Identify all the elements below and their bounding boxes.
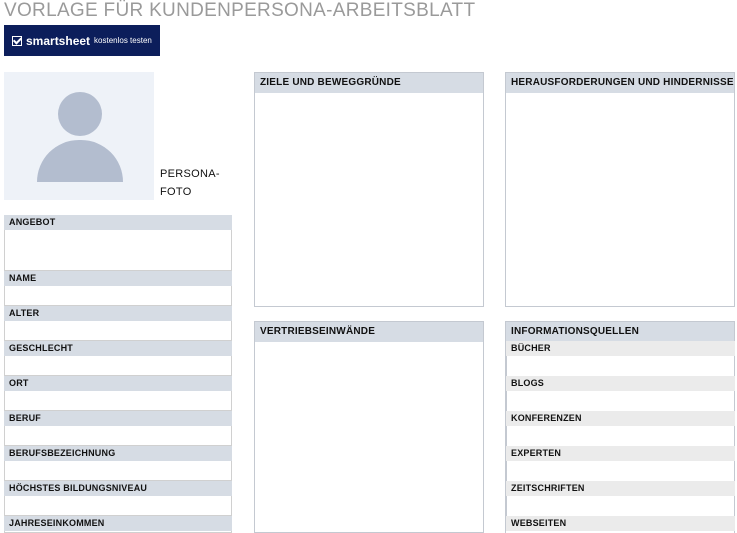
source-label-konferenzen: KONFERENZEN [506, 411, 735, 426]
person-placeholder-icon [58, 92, 102, 136]
field-value-geschlecht[interactable] [4, 356, 232, 376]
challenges-panel[interactable] [505, 72, 735, 307]
field-value-beruf[interactable] [4, 426, 232, 446]
field-label-angebot: ANGEBOT [4, 215, 232, 230]
goals-panel-title: ZIELE UND BEWEGGRÜNDE [255, 73, 483, 93]
checkbox-logo-icon [12, 36, 22, 46]
source-label-buecher: BÜCHER [506, 341, 735, 356]
source-value-experten[interactable] [506, 461, 735, 481]
field-label-beruf: BERUF [4, 411, 232, 426]
trial-link-text: kostenlos testen [94, 36, 152, 45]
persona-photo-label: PERSONA- FOTO [160, 168, 220, 198]
field-label-alter: ALTER [4, 306, 232, 321]
objections-panel-title: VERTRIEBSEINWÄNDE [255, 322, 483, 342]
field-value-alter[interactable] [4, 321, 232, 341]
source-label-experten: EXPERTEN [506, 446, 735, 461]
source-label-webseiten: WEBSEITEN [506, 516, 735, 531]
field-value-name[interactable] [4, 286, 232, 306]
field-value-angebot[interactable] [4, 230, 232, 271]
source-label-blogs: BLOGS [506, 376, 735, 391]
field-label-name: NAME [4, 271, 232, 286]
source-label-zeitschriften: ZEITSCHRIFTEN [506, 481, 735, 496]
field-label-berufsbezeichnung: BERUFSBEZEICHNUNG [4, 446, 232, 461]
field-label-geschlecht: GESCHLECHT [4, 341, 232, 356]
persona-photo-placeholder[interactable] [4, 72, 154, 200]
sources-panel-title: INFORMATIONSQUELLEN [506, 322, 734, 342]
source-value-buecher[interactable] [506, 356, 735, 376]
source-value-blogs[interactable] [506, 391, 735, 411]
source-value-konferenzen[interactable] [506, 426, 735, 446]
smartsheet-trial-banner[interactable] [4, 25, 160, 56]
page-title: VORLAGE FÜR KUNDENPERSONA-ARBEITSBLATT [4, 0, 476, 21]
source-value-zeitschriften[interactable] [506, 496, 735, 516]
challenges-panel-title: HERAUSFORDERUNGEN UND HINDERNISSE [506, 73, 734, 93]
field-value-bildungsniveau[interactable] [4, 496, 232, 516]
field-label-bildungsniveau: HÖCHSTES BILDUNGSNIVEAU [4, 481, 232, 496]
field-value-ort[interactable] [4, 391, 232, 411]
field-label-jahreseinkommen: JAHRESEINKOMMEN [4, 516, 232, 531]
brand-name: smartsheet [26, 33, 91, 48]
objections-panel[interactable] [254, 321, 484, 533]
field-label-ort: ORT [4, 376, 232, 391]
goals-panel[interactable] [254, 72, 484, 307]
person-placeholder-body [37, 140, 123, 182]
field-value-berufsbezeichnung[interactable] [4, 461, 232, 481]
